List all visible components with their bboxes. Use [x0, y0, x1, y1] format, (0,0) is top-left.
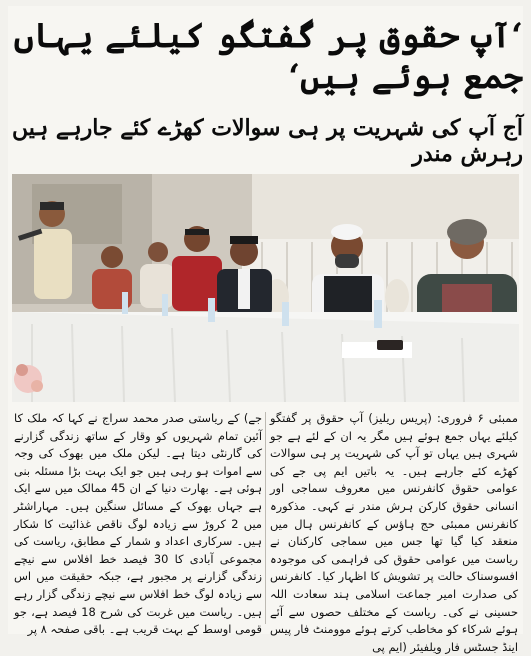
article-body-column-left: جے) کے ریاستی صدر محمد سراج نے کہا کہ ملک کا آئین تمام شہریوں کو وقار کے ساتھ زندگی گزارنے کی گارنٹی دیتا ہے۔ لیکن ملک میں بھوک کی وجہ سے اموات ہو رہی ہیں جو ایک بہت بڑا مسئلہ بنی ہوئی ہے۔ بھارت دنیا کے ان 45 ممالک میں سے ایک ہے جہاں بھوک کے مسائل سنگین ہیں۔ مہاراشٹر میں 2 کروڑ سے زیادہ لوگ ناقص غذائیت کا شکار ہیں۔ سرکاری اعداد و شمار کے مطابق، ریاست کی مجموعی آبادی کا 30 فیصد خط افلاس سے نیچے زندگی گزارنے پر مجبور ہے، جبکہ حقیقت میں اس سے زیادہ لوگ خط افلاس سے نیچے زندگی گزار رہے ہیں۔ ریاست میں غربت کی شرح 18 فیصد ہے، جو قومی اوسط کے بہت قریب ہے۔ باقی صفحہ ۸ پر — [14, 411, 262, 637]
chair-back — [385, 279, 409, 315]
conference-photo-illustration — [12, 174, 519, 402]
article-body-column-right: ممبئی ۶ فروری: (پریس ریلیز) آپ حقوق پر گفتگو کیلئے یہاں جمع ہوئے ہیں مگر یہ ان کے لئے ہے جو شہری ہیں یہاں تو آپ کی شہریت پر ہی سوالات کھڑے کئے جارہے ہیں۔ یہ باتیں ایم پی جے کی عوامی حقوق کانفرنس میں معروف سماجی اور انسانی حقوق کارکن ہرش مندر نے کہی۔ مذکورہ کانفرنس ممبئی حج ہاؤس کے کانفرنس ہال میں منعقد کیا گیا تھا جس میں سماجی کارکنان نے ریاست میں عوامی حقوق کی فراہمی کی موجودہ افسوسناک حالت پر تشویش کا اظہار کیا۔ کانفرنس کی صدارت امیر جماعت اسلامی ہند سعادت اللہ حسینی نے کی۔ ریاست کے مختلف حصوں سے آئے ہوئے شرکاء کو مخاطب کرتے ہوئے موومنٹ فار پیس اینڈ جسٹس فار ویلفیئر (ایم پی — [270, 411, 518, 654]
subheadline: آج آپ کی شہریت پر ہی سوالات کھڑے کئے جارہے ہیں رہرش مندر — [11, 115, 523, 167]
column-divider — [265, 412, 266, 624]
newspaper-clipping — [8, 6, 523, 654]
mobile-phone — [377, 340, 403, 350]
conference-photo — [12, 174, 519, 402]
headline: ‘آپ حقوق پر گفتگو کیلئے یہاں جمع ہوئے ہیں‘ — [13, 16, 523, 97]
